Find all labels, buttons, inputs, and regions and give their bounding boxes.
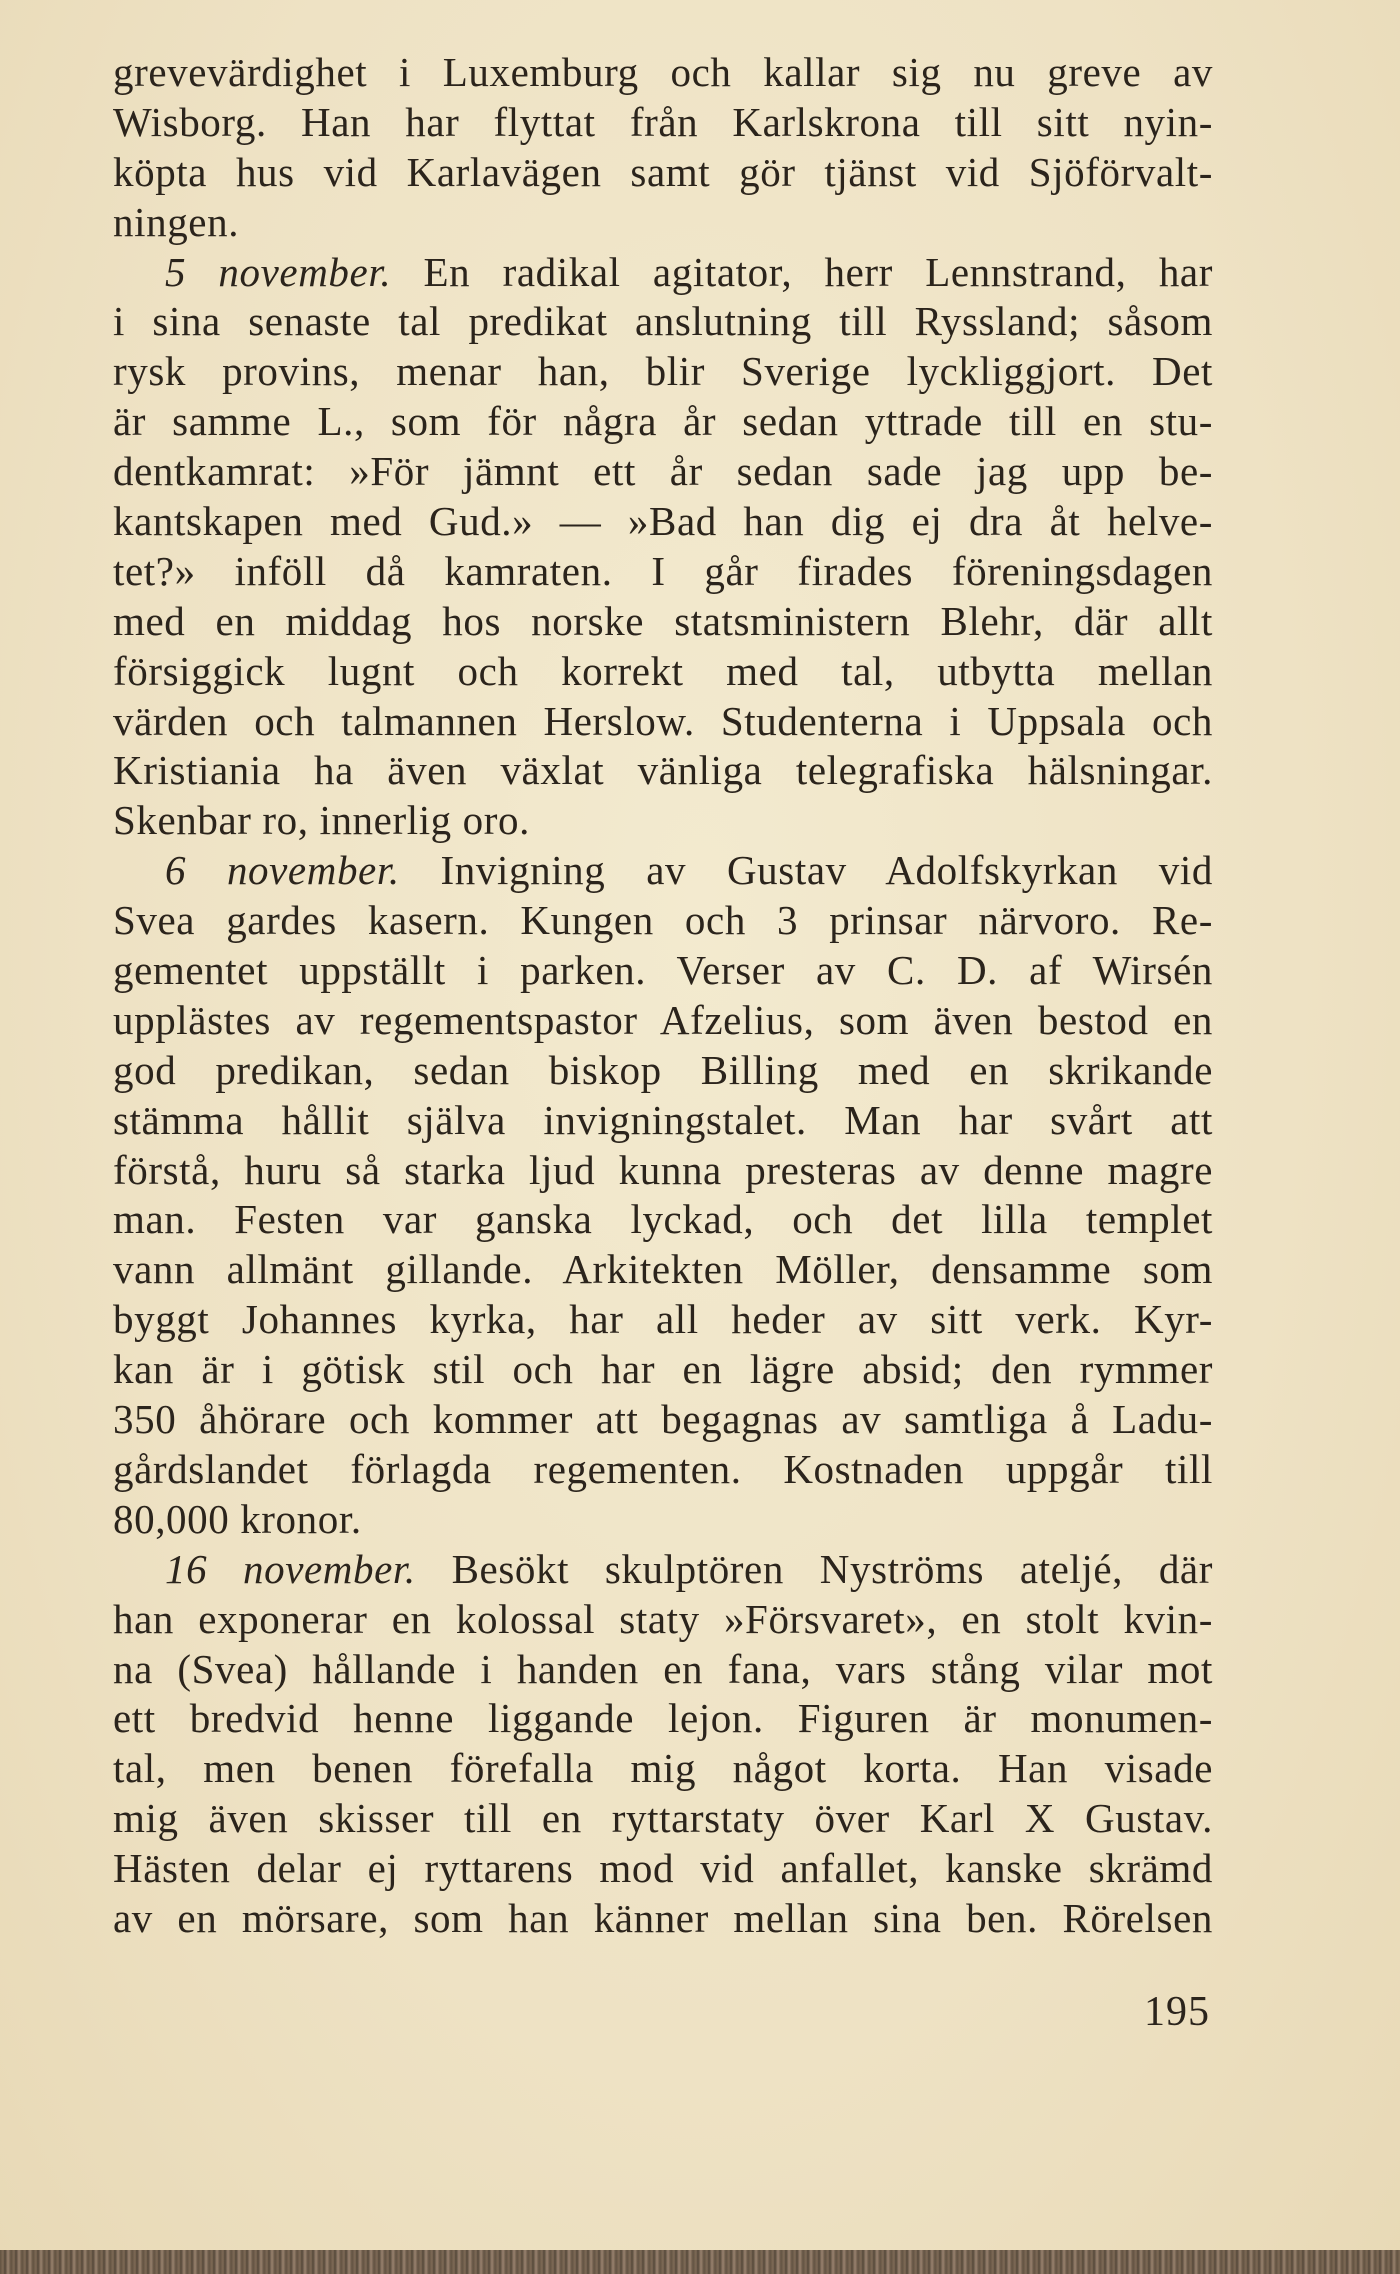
text-line (113, 1046, 1213, 1096)
line-text: i sina senaste tal predikat anslutning till Ryssland; såsom (113, 298, 1213, 345)
line-text: tal, men benen förefalla mig något korta. Han visade (113, 1745, 1213, 1792)
text-line (113, 746, 1213, 796)
line-text: kantskapen med Gud.» — »Bad han dig ej dra åt helve- (113, 498, 1213, 545)
text-line (113, 1844, 1213, 1894)
line-text: förstå, huru så starka ljud kunna presteras av denne magre (113, 1146, 1213, 1193)
line-text: grevevärdighet i Luxemburg och kallar sig nu greve av (113, 49, 1213, 95)
line-text: stämma hållit själva invigningstalet. Man har svårt att (113, 1096, 1213, 1143)
line-text: Svea gardes kasern. Kungen och 3 prinsar närvoro. Re- (113, 897, 1213, 944)
line-text: är samme L., som för några år sedan yttrade till en stu- (113, 398, 1213, 445)
text-line (113, 846, 1213, 896)
line-text: med en middag hos norske statsministern Blehr, där allt (113, 597, 1213, 644)
line-text: god predikan, sedan biskop Billing med en skrikande (113, 1046, 1213, 1093)
text-line (113, 297, 1213, 347)
line-text: han exponerar en kolossal staty »Försvaret», en stolt kvin- (113, 1595, 1213, 1642)
line-text: Besökt skulptören Nyströms ateljé, där (451, 1545, 1213, 1592)
body-text (113, 48, 1213, 1944)
line-text: vann allmänt gillande. Arkitekten Möller, densamme som (113, 1246, 1213, 1293)
text-line (113, 896, 1213, 946)
line-text: ningen. (113, 198, 240, 245)
line-text: byggt Johannes kyrka, har all heder av sitt verk. Kyr- (113, 1296, 1213, 1343)
line-text: 80,000 kronor. (113, 1495, 362, 1542)
line-text: mig även skisser till en ryttarstaty över Karl X Gustav. (113, 1795, 1213, 1842)
text-line (113, 148, 1213, 198)
text-line (113, 347, 1213, 397)
line-text: upplästes av regementspastor Afzelius, som även bestod en (113, 996, 1213, 1043)
line-text: kan är i götisk stil och har en lägre absid; den rymmer (113, 1346, 1213, 1393)
entry-date: 16 november. (165, 1545, 416, 1592)
text-line (113, 1445, 1213, 1495)
line-text: En radikal agitator, herr Lennstrand, har (423, 248, 1213, 295)
text-line (113, 1295, 1213, 1345)
text-line (113, 597, 1213, 647)
text-line (113, 1195, 1213, 1245)
entry-date: 6 november. (165, 847, 400, 894)
line-text: försiggick lugnt och korrekt med tal, utbytta mellan (113, 647, 1213, 694)
text-line (113, 1345, 1213, 1395)
line-text: Kristiania ha även växlat vänliga telegrafiska hälsningar. (113, 747, 1213, 794)
text-line (113, 98, 1213, 148)
line-text: rysk provins, menar han, blir Sverige lyckliggjort. Det (113, 348, 1213, 395)
page-number: 195 (1144, 1989, 1210, 2035)
line-text: Invigning av Gustav Adolfskyrkan vid (440, 847, 1213, 894)
page-edge-band (0, 2250, 1400, 2274)
text-line (113, 796, 1213, 846)
line-text: Hästen delar ej ryttarens mod vid anfallet, kanske skrämd (113, 1845, 1213, 1892)
text-line (113, 547, 1213, 597)
line-text: av en mörsare, som han känner mellan sina ben. Rörelsen (113, 1894, 1213, 1941)
line-text: na (Svea) hållande i handen en fana, vars stång vilar mot (113, 1645, 1213, 1692)
text-line (113, 1495, 1213, 1545)
line-text: Wisborg. Han har flyttat från Karlskrona till sitt nyin- (113, 98, 1213, 145)
text-line (113, 1894, 1213, 1944)
text-line (113, 48, 1213, 98)
text-line (113, 198, 1213, 248)
line-text: Skenbar ro, innerlig oro. (113, 797, 530, 844)
text-line (113, 647, 1213, 697)
text-line (113, 397, 1213, 447)
entry-date: 5 november. (165, 248, 392, 295)
text-line (113, 1545, 1213, 1595)
line-text: gårdslandet förlagda regementen. Kostnaden uppgår till (113, 1445, 1213, 1492)
text-line (113, 1694, 1213, 1744)
text-line (113, 1146, 1213, 1196)
text-line (113, 1096, 1213, 1146)
text-line (113, 447, 1213, 497)
text-line (113, 1395, 1213, 1445)
line-text: gementet uppställt i parken. Verser av C. D. af Wirsén (113, 947, 1213, 994)
line-text: ett bredvid henne liggande lejon. Figuren är monumen- (113, 1695, 1213, 1742)
line-text: tet?» inföll då kamraten. I går firades föreningsdagen (113, 547, 1213, 594)
line-text: 350 åhörare och kommer att begagnas av samtliga å Ladu- (113, 1396, 1213, 1443)
text-line (113, 1245, 1213, 1295)
text-line (113, 946, 1213, 996)
text-line (113, 1744, 1213, 1794)
text-line (113, 497, 1213, 547)
line-text: dentkamrat: »För jämnt ett år sedan sade jag upp be- (113, 448, 1213, 495)
text-line (113, 1645, 1213, 1695)
text-line (113, 697, 1213, 747)
text-line (113, 248, 1213, 298)
text-line (113, 996, 1213, 1046)
line-text: man. Festen var ganska lyckad, och det lilla templet (113, 1196, 1213, 1243)
line-text: köpta hus vid Karlavägen samt gör tjänst vid Sjöförvalt- (113, 148, 1213, 195)
text-line (113, 1595, 1213, 1645)
text-line (113, 1794, 1213, 1844)
line-text: värden och talmannen Herslow. Studenterna i Uppsala och (113, 697, 1213, 744)
